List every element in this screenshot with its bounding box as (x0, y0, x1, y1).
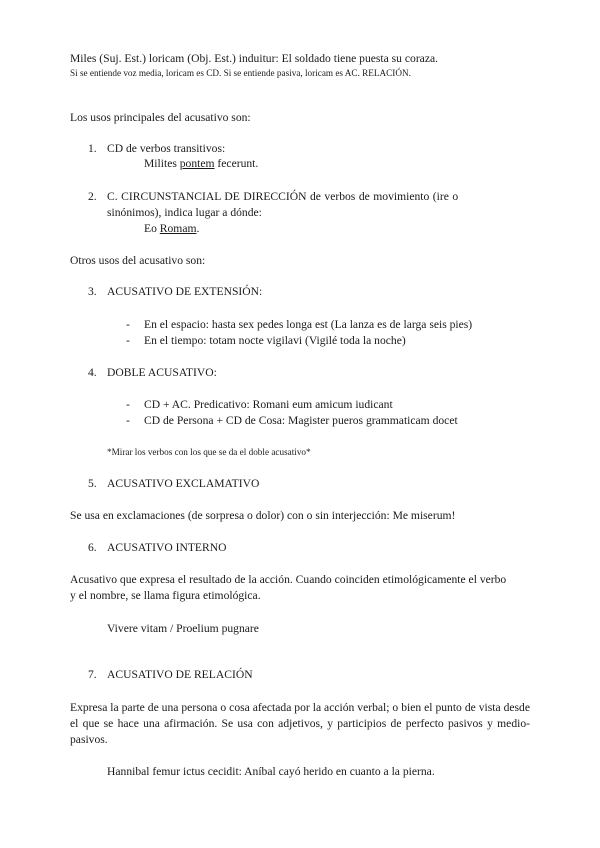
description-internal-line-1: Acusativo que expresa el resultado de la acción. Cuando coinciden etimológicamente el verbo (70, 573, 507, 586)
bullet-dash: - (126, 398, 130, 411)
item-title-4: DOBLE ACUSATIVO: (107, 366, 217, 379)
item-title-7: ACUSATIVO DE RELACIÓN (107, 668, 253, 681)
description-internal-line-2: y el nombre, se llama figura etimológica. (70, 589, 261, 602)
underlined-word-romam: Romam (159, 222, 197, 235)
underlined-word-pontem: pontem (179, 157, 215, 170)
item-number-5: 5. (88, 477, 97, 490)
item-title-3: ACUSATIVO DE EXTENSIÓN: (107, 285, 263, 298)
bullet-extension-time: En el tiempo: totam nocte vigilavi (Vigilé toda la noche) (144, 334, 406, 347)
intro-main-uses: Los usos principales del acusativo son: (70, 111, 251, 124)
item-title-2-line-1: C. CIRCUNSTANCIAL DE DIRECCIÓN de verbos de movimiento (ire o (107, 190, 459, 203)
intro-other-uses: Otros usos del acusativo son: (70, 254, 206, 267)
item-number-3: 3. (88, 285, 97, 298)
bullet-double-person-thing: CD de Persona + CD de Cosa: Magister pueros grammaticam docet (144, 414, 458, 427)
header-line-1: Miles (Suj. Est.) loricam (Obj. Est.) induitur: El soldado tiene puesta su coraza. (70, 52, 439, 65)
item-title-6: ACUSATIVO INTERNO (107, 541, 227, 554)
item-title-2-line-2: sinónimos), indica lugar a dónde: (107, 206, 262, 219)
item-number-6: 6. (88, 541, 97, 554)
item-number-7: 7. (88, 668, 97, 681)
item-number-4: 4. (88, 366, 97, 379)
note-double-accusative: *Mirar los verbos con los que se da el doble acusativo* (107, 447, 311, 457)
bullet-dash: - (126, 318, 130, 331)
item-number-2: 2. (88, 190, 97, 203)
item-example-1: Milites pontem fecerunt. (144, 157, 259, 170)
item-title-5: ACUSATIVO EXCLAMATIVO (107, 477, 260, 490)
item-number-1: 1. (88, 142, 97, 155)
description-exclamative: Se usa en exclamaciones (de sorpresa o dolor) con o sin interjección: Me miserum! (70, 509, 456, 522)
item-example-2: Eo Romam. (144, 222, 200, 235)
bullet-dash: - (126, 334, 130, 347)
example-relation: Hannibal femur ictus cecidit: Aníbal cayó herido en cuanto a la pierna. (107, 765, 435, 778)
description-relation: Expresa la parte de una persona o cosa afectada por la acción verbal; o bien el punto de vista desde el que se hace una afirmación. Se usa con adjetivos, y participios de perfecto pasivos y medio-pasivos. (70, 701, 530, 746)
bullet-extension-space: En el espacio: hasta sex pedes longa est (La lanza es de larga seis pies) (144, 318, 473, 331)
bullet-double-predicative: CD + AC. Predicativo: Romani eum amicum iudicant (144, 398, 393, 411)
item-title-1: CD de verbos transitivos: (107, 142, 226, 155)
bullet-dash: - (126, 414, 130, 427)
example-internal: Vivere vitam / Proelium pugnare (107, 622, 259, 635)
header-line-2: Si se entiende voz media, loricam es CD. Si se entiende pasiva, loricam es AC. RELACIÓN. (70, 68, 411, 78)
